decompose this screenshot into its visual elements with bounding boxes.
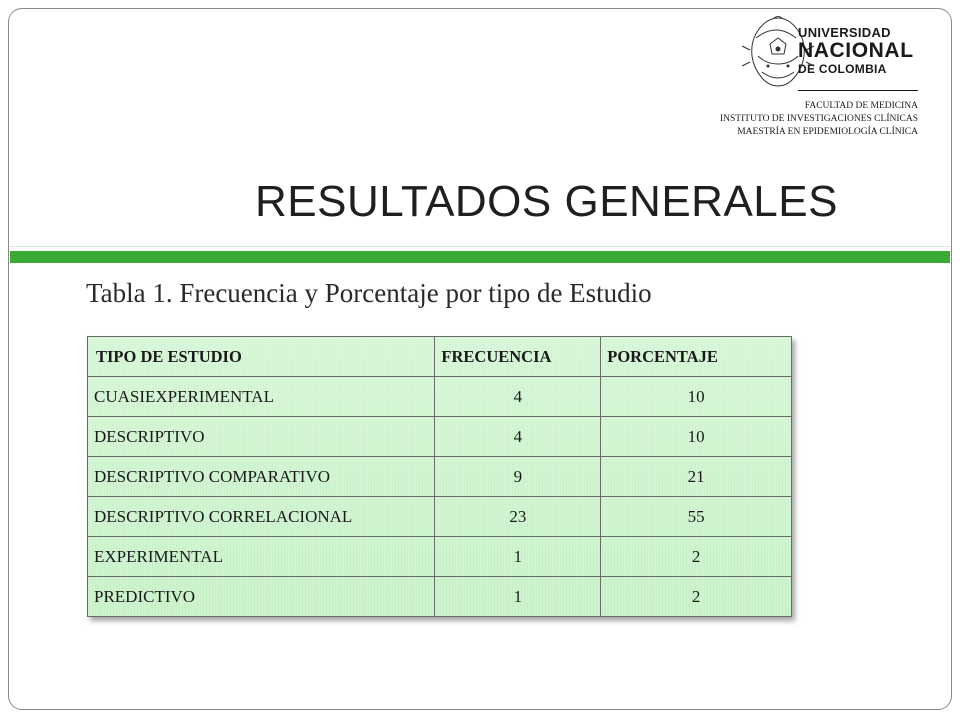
cell-tipo: DESCRIPTIVO: [88, 417, 435, 457]
logo-underline: [798, 90, 918, 91]
cell-porcentaje: 10: [601, 417, 792, 457]
divider-green-bar: [10, 251, 950, 263]
table-row: [88, 537, 792, 577]
divider-thin: [10, 246, 950, 247]
cell-porcentaje: 10: [601, 377, 792, 417]
table-row: [88, 457, 792, 497]
results-table-container: [87, 336, 792, 617]
table-row: [88, 577, 792, 617]
table-caption: Tabla 1. Frecuencia y Porcentaje por tipo de Estudio: [86, 278, 652, 308]
cell-porcentaje: 2: [601, 537, 792, 577]
cell-porcentaje: 55: [601, 497, 792, 537]
faculty-line: FACULTAD DE MEDICINA: [804, 101, 918, 111]
cell-frecuencia: 4: [435, 377, 601, 417]
cell-frecuencia: 1: [435, 577, 601, 617]
cell-frecuencia: 4: [435, 417, 601, 457]
university-line3: DE COLOMBIA: [798, 62, 887, 76]
table-row: [88, 417, 792, 457]
cell-tipo: DESCRIPTIVO COMPARATIVO: [88, 457, 435, 497]
institute-line: INSTITUTO DE INVESTIGACIONES CLÍNICAS: [720, 114, 918, 124]
cell-tipo: DESCRIPTIVO CORRELACIONAL: [88, 497, 435, 537]
university-line2: NACIONAL: [798, 39, 914, 62]
table-row: [88, 377, 792, 417]
header-tipo-de-estudio: TIPO DE ESTUDIO: [88, 337, 435, 377]
faculty-block: [720, 100, 918, 139]
cell-tipo: PREDICTIVO: [88, 577, 435, 617]
cell-tipo: EXPERIMENTAL: [88, 537, 435, 577]
cell-porcentaje: 21: [601, 457, 792, 497]
program-line: MAESTRÍA EN EPIDEMIOLOGÍA CLÍNICA: [737, 127, 918, 137]
cell-porcentaje: 2: [601, 577, 792, 617]
cell-frecuencia: 9: [435, 457, 601, 497]
results-table: [87, 336, 792, 617]
slide-title: RESULTADOS GENERALES: [255, 177, 838, 226]
header-porcentaje: PORCENTAJE: [601, 337, 792, 377]
cell-frecuencia: 23: [435, 497, 601, 537]
university-line1: UNIVERSIDAD: [798, 25, 891, 40]
table-row: [88, 497, 792, 537]
cell-frecuencia: 1: [435, 537, 601, 577]
university-name: [798, 26, 914, 75]
table-header-row: [88, 337, 792, 377]
cell-tipo: CUASIEXPERIMENTAL: [88, 377, 435, 417]
header-frecuencia: FRECUENCIA: [435, 337, 601, 377]
